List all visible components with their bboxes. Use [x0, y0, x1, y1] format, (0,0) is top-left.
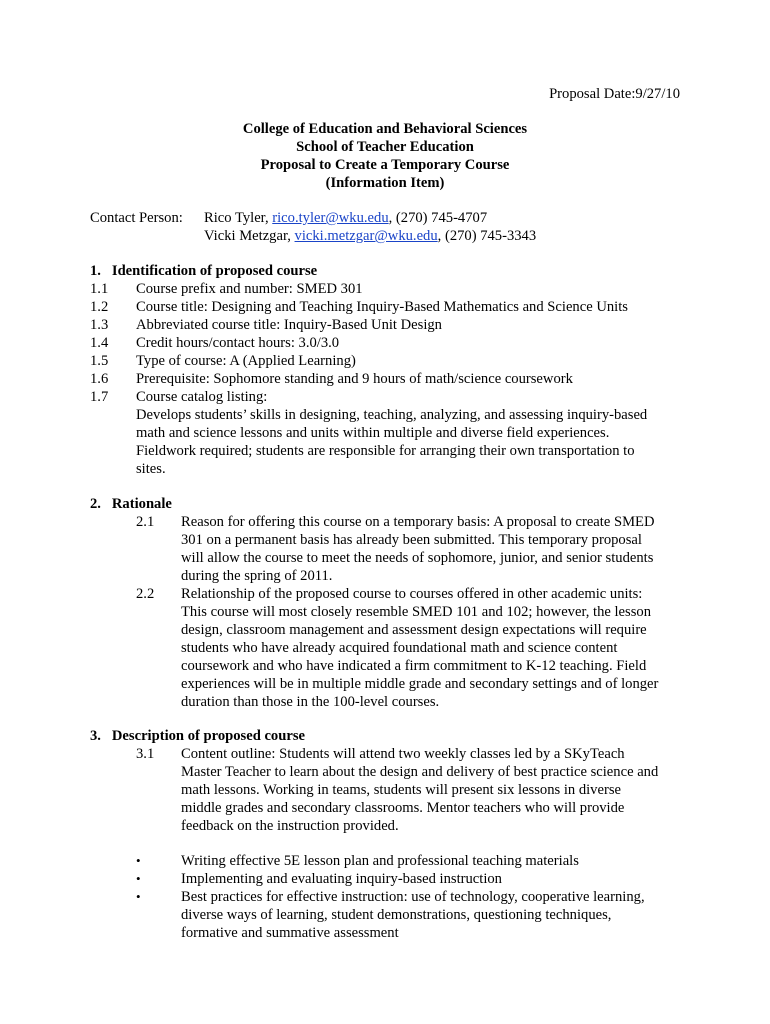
proposal-date: Proposal Date:9/27/10 [549, 86, 680, 102]
item-text: Prerequisite: Sophomore standing and 9 hours of math/science coursework [136, 371, 573, 387]
contact-1-email-link[interactable]: rico.tyler@wku.edu [272, 210, 389, 226]
paragraph-line: duration than those in the 100-level courses. [181, 694, 440, 710]
paragraph-line: Master Teacher to learn about the design and delivery of best practice science and [181, 764, 659, 780]
section-1-heading: 1. Identification of proposed course [90, 263, 318, 279]
paragraph-line: This course will most closely resemble SMED 101 and 102; however, the lesson [181, 604, 651, 620]
contact-person-1 [204, 209, 487, 227]
proposal-title: Proposal to Create a Temporary Course [260, 157, 510, 173]
school-title: School of Teacher Education [296, 139, 474, 155]
college-title: College of Education and Behavioral Sciences [242, 121, 528, 137]
item-text: Abbreviated course title: Inquiry-Based Unit Design [136, 317, 442, 333]
section-2-heading: 2. Rationale [90, 496, 172, 512]
contact-1-phone: , (270) 745-4707 [388, 210, 488, 226]
contact-2-phone: , (270) 745-3343 [437, 228, 537, 244]
bullet-icon: • [136, 871, 141, 886]
contact-2-name: Vicki Metzgar, [204, 228, 295, 244]
item-number: 1.2 [90, 299, 109, 315]
item-text: Course prefix and number: SMED 301 [136, 281, 363, 297]
item-text: Course catalog listing: [136, 389, 268, 405]
paragraph-line: students who have already acquired foundational math and science content [181, 640, 618, 656]
item-number: 2.2 [136, 586, 155, 602]
catalog-line: Develops students’ skills in designing, teaching, analyzing, and assessing inquiry-based [136, 407, 648, 423]
paragraph-line: experiences will be in multiple middle grade and secondary settings and of longer [181, 676, 659, 692]
item-number: 1.4 [90, 335, 109, 351]
contact-person-2 [204, 227, 536, 245]
catalog-line: sites. [136, 461, 166, 477]
contact-2-email-link[interactable]: vicki.metzgar@wku.edu [294, 228, 438, 244]
bullet-item: Best practices for effective instruction: use of technology, cooperative learning, [181, 889, 645, 905]
bullet-item-continuation: diverse ways of learning, student demonstrations, questioning techniques, [181, 907, 612, 923]
paragraph-line: math lessons. Working in teams, students will present six lessons in diverse [181, 782, 621, 798]
paragraph-line: Reason for offering this course on a temporary basis: A proposal to create SMED [181, 514, 655, 530]
bullet-icon: • [136, 889, 141, 904]
item-text: Type of course: A (Applied Learning) [136, 353, 356, 369]
bullet-item: Implementing and evaluating inquiry-based instruction [181, 871, 502, 887]
paragraph-line: during the spring of 2011. [181, 568, 333, 584]
item-number: 2.1 [136, 514, 155, 530]
item-number: 1.1 [90, 281, 109, 297]
item-number: 1.3 [90, 317, 109, 333]
information-item-label: (Information Item) [325, 175, 445, 191]
paragraph-line: 301 on a permanent basis has already been submitted. This temporary proposal [181, 532, 642, 548]
paragraph-line: design, classroom management and assessment design expectations will require [181, 622, 647, 638]
item-number: 3.1 [136, 746, 155, 762]
contact-label: Contact Person: [90, 210, 183, 226]
paragraph-line: Relationship of the proposed course to courses offered in other academic units: [181, 586, 643, 602]
bullet-item-continuation: formative and summative assessment [181, 925, 399, 941]
paragraph-line: coursework and who have indicated a firm commitment to K-12 teaching. Field [181, 658, 647, 674]
paragraph-line: Content outline: Students will attend two weekly classes led by a SKyTeach [181, 746, 625, 762]
catalog-line: Fieldwork required; students are responsible for arranging their own transportation to [136, 443, 635, 459]
bullet-item: Writing effective 5E lesson plan and professional teaching materials [181, 853, 579, 869]
item-number: 1.6 [90, 371, 109, 387]
item-number: 1.7 [90, 389, 109, 405]
contact-1-name: Rico Tyler, [204, 210, 273, 226]
paragraph-line: middle grades and secondary classrooms. Mentor teachers who will provide [181, 800, 625, 816]
item-text: Course title: Designing and Teaching Inquiry-Based Mathematics and Science Units [136, 299, 628, 315]
item-text: Credit hours/contact hours: 3.0/3.0 [136, 335, 340, 351]
paragraph-line: feedback on the instruction provided. [181, 818, 399, 834]
catalog-line: math and science lessons and units within multiple and diverse field experiences. [136, 425, 610, 441]
section-3-heading: 3. Description of proposed course [90, 728, 305, 744]
bullet-icon: • [136, 853, 141, 868]
paragraph-line: will allow the course to meet the needs of sophomore, junior, and senior students [181, 550, 654, 566]
item-number: 1.5 [90, 353, 109, 369]
